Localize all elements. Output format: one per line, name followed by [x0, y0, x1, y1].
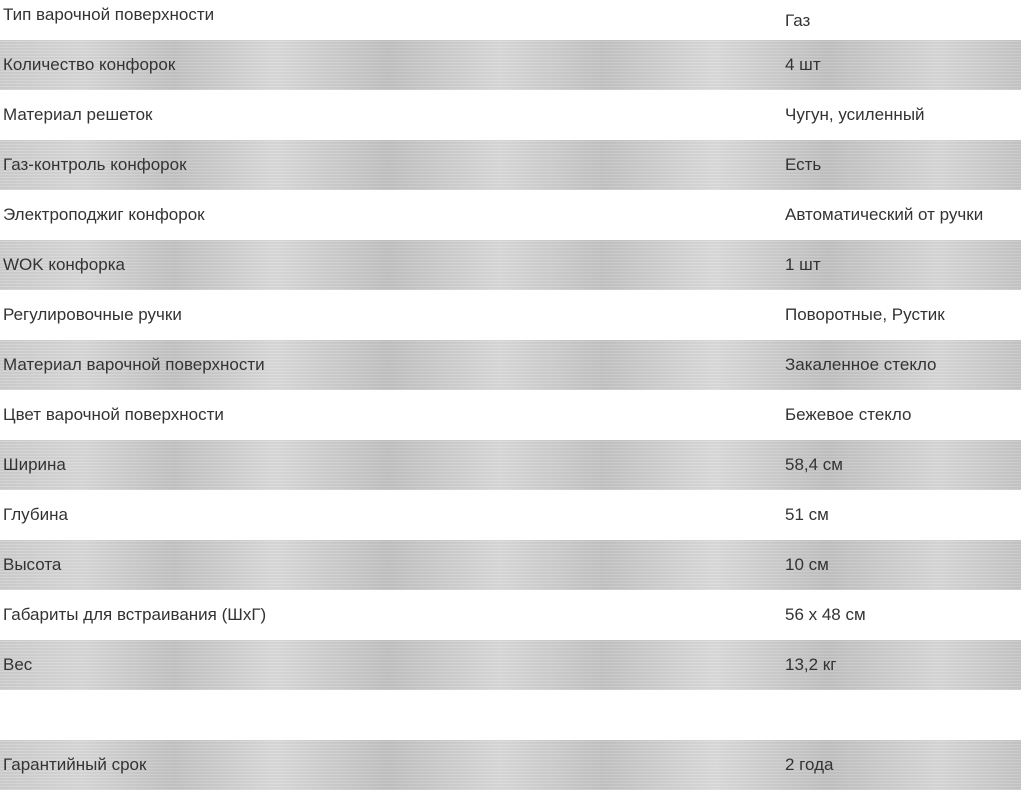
spec-value: 13,2 кг: [785, 655, 837, 674]
spec-value: 4 шт: [785, 55, 821, 74]
spec-label: Габариты для встраивания (ШхГ): [3, 605, 267, 624]
spec-row-warranty: [0, 740, 1021, 790]
spec-row-burner-count: [0, 40, 1021, 90]
spec-label: Гарантийный срок: [3, 755, 147, 774]
spec-label: Высота: [3, 555, 62, 574]
spec-label: Цвет варочной поверхности: [3, 405, 224, 424]
spec-label: Регулировочные ручки: [3, 305, 182, 324]
spec-value: 1 шт: [785, 255, 821, 274]
spec-row-gas-control: [0, 140, 1021, 190]
spec-value: Поворотные, Рустик: [785, 305, 945, 324]
spec-label: WOK конфорка: [3, 255, 125, 274]
spec-value: 10 см: [785, 555, 829, 574]
spec-row-control-knobs: [0, 290, 1021, 340]
spec-value: 51 см: [785, 505, 829, 524]
spec-value: Бежевое стекло: [785, 405, 912, 424]
spec-value: Есть: [785, 155, 822, 174]
spec-label: Электроподжиг конфорок: [3, 205, 205, 224]
spec-row-weight: [0, 640, 1021, 690]
spec-value: Газ: [785, 11, 811, 30]
spec-row-hob-type: [0, 0, 1021, 40]
spec-label: Материал решеток: [3, 105, 153, 124]
spec-row-ignition: [0, 190, 1021, 240]
spec-value: 58,4 см: [785, 455, 843, 474]
spec-row-surface-color: [0, 390, 1021, 440]
spec-row-depth: [0, 490, 1021, 540]
spec-row-height: [0, 540, 1021, 590]
spec-value: Автоматический от ручки: [785, 205, 984, 224]
spec-row-grate-material: [0, 90, 1021, 140]
spec-row-width: [0, 440, 1021, 490]
spec-row-wok-burner: [0, 240, 1021, 290]
spec-value: 2 года: [785, 755, 834, 774]
spec-label: Материал варочной поверхности: [3, 355, 265, 374]
spec-label: Ширина: [3, 455, 66, 474]
spec-table-divider: [0, 690, 1021, 740]
spec-value: Закаленное стекло: [785, 355, 937, 374]
spec-row-surface-material: [0, 340, 1021, 390]
spec-value: 56 х 48 см: [785, 605, 866, 624]
spec-value: Чугун, усиленный: [785, 105, 925, 124]
spec-label: Тип варочной поверхности: [3, 5, 215, 24]
spec-label: Количество конфорок: [3, 55, 176, 74]
spec-label: Глубина: [3, 505, 68, 524]
spec-label: Газ-контроль конфорок: [3, 155, 187, 174]
spec-row-cutout-size: [0, 590, 1021, 640]
spec-label: Вес: [3, 655, 33, 674]
